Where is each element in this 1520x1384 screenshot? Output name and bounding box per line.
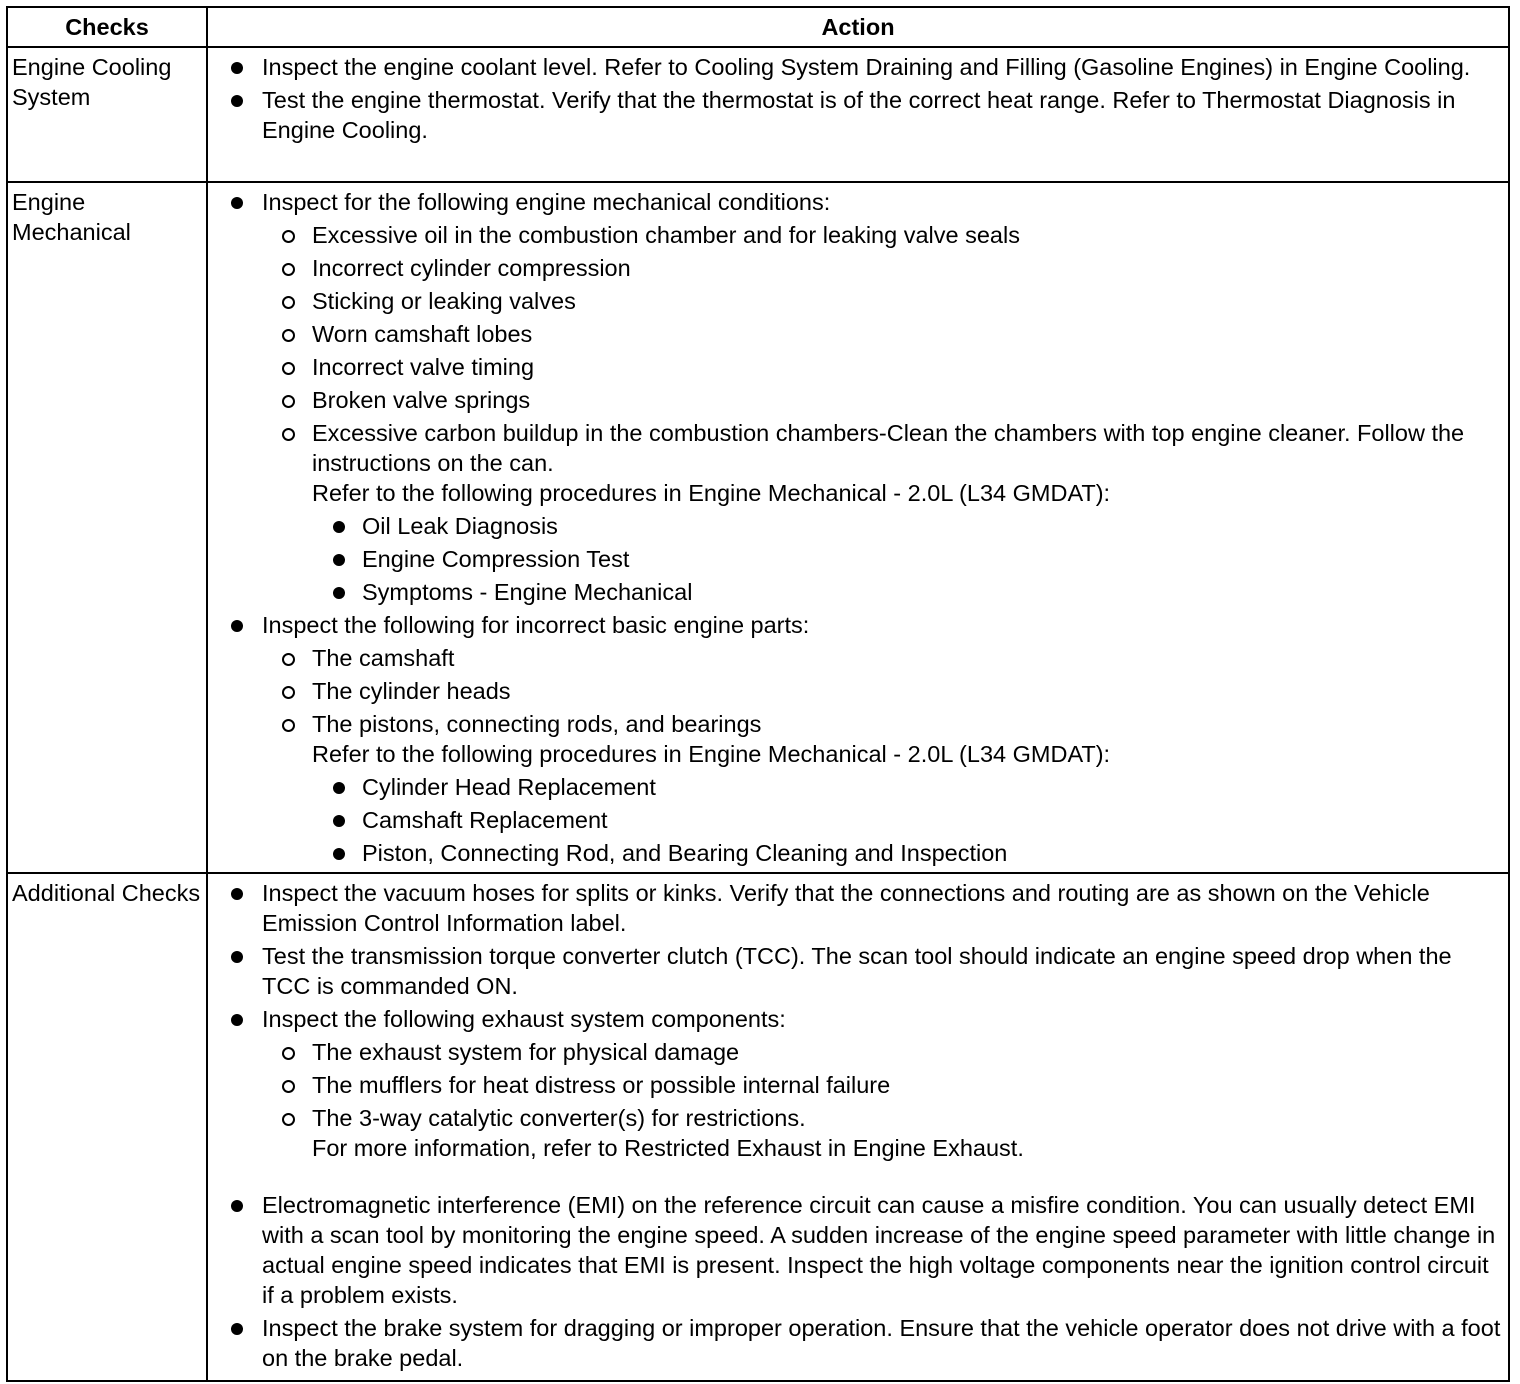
procedure-item — [208, 511, 1504, 541]
sub-list-item — [208, 418, 1504, 478]
list-item — [208, 187, 1504, 217]
list-item — [208, 610, 1504, 640]
item-text: Inspect the following for incorrect basic engine parts: — [262, 612, 810, 638]
item-text: The mufflers for heat distress or possible internal failure — [312, 1072, 891, 1098]
sub-list-item — [208, 709, 1504, 739]
column-header-checks: Checks — [7, 7, 207, 47]
circle-bullet-icon — [282, 1113, 295, 1126]
sub-list-item — [208, 352, 1504, 382]
bullet-icon — [333, 554, 345, 566]
circle-bullet-icon — [282, 653, 295, 666]
procedure-item — [208, 838, 1504, 868]
item-text: Inspect the following exhaust system components: — [262, 1006, 786, 1032]
table-row-engine-mechanical — [7, 182, 1509, 873]
spacer — [208, 1166, 1504, 1190]
list-item — [208, 85, 1504, 145]
procedure-link[interactable]: Piston, Connecting Rod, and Bearing Cleaning and Inspection — [362, 840, 1008, 866]
action-cell — [207, 47, 1509, 182]
item-text: Excessive oil in the combustion chamber and for leaking valve seals — [312, 222, 1020, 248]
circle-bullet-icon — [282, 362, 295, 375]
action-cell — [207, 182, 1509, 873]
column-header-action: Action — [207, 7, 1509, 47]
item-text: The camshaft — [312, 645, 455, 671]
item-text: Test the transmission torque converter clutch (TCC). The scan tool should indicate an engine speed drop when the TCC is commanded ON. — [262, 943, 1452, 999]
circle-bullet-icon — [282, 296, 295, 309]
bullet-icon — [231, 951, 243, 963]
item-text: Worn camshaft lobes — [312, 321, 533, 347]
sub-list-item — [208, 676, 1504, 706]
procedure-item — [208, 544, 1504, 574]
diagnostic-document — [6, 6, 1510, 1382]
bullet-icon — [231, 888, 243, 900]
item-text: Inspect for the following engine mechanical conditions: — [262, 189, 831, 215]
procedure-link[interactable]: Cylinder Head Replacement — [362, 774, 656, 800]
sub-list-item — [208, 1103, 1504, 1133]
action-cell — [207, 873, 1509, 1381]
bullet-icon — [333, 521, 345, 533]
circle-bullet-icon — [282, 263, 295, 276]
circle-bullet-icon — [282, 329, 295, 342]
item-text: Broken valve springs — [312, 387, 531, 413]
item-text: The exhaust system for physical damage — [312, 1039, 740, 1065]
checks-action-table — [6, 6, 1510, 1382]
bullet-icon — [231, 1014, 243, 1026]
procedure-note: Refer to the following procedures in Engine Mechanical - 2.0L (L34 GMDAT): — [312, 741, 1111, 767]
item-text: The 3-way catalytic converter(s) for restrictions. — [312, 1105, 806, 1131]
bullet-icon — [231, 620, 243, 632]
sub-list-item — [208, 1070, 1504, 1100]
table-header-row — [7, 7, 1509, 47]
bullet-icon — [333, 782, 345, 794]
procedure-link[interactable]: Symptoms - Engine Mechanical — [362, 579, 693, 605]
check-label: Engine Mechanical — [7, 182, 207, 873]
list-item — [208, 1004, 1504, 1034]
item-text: The cylinder heads — [312, 678, 511, 704]
procedure-item — [208, 772, 1504, 802]
item-text: Incorrect cylinder compression — [312, 255, 631, 281]
bullet-icon — [231, 1200, 243, 1212]
item-text: The pistons, connecting rods, and bearings — [312, 711, 762, 737]
procedure-link[interactable]: Engine Compression Test — [362, 546, 630, 572]
bullet-icon — [231, 95, 243, 107]
sub-list-item — [208, 385, 1504, 415]
check-label: Additional Checks — [7, 873, 207, 1381]
circle-bullet-icon — [282, 1047, 295, 1060]
procedure-link[interactable]: Camshaft Replacement — [362, 807, 608, 833]
circle-bullet-icon — [282, 719, 295, 732]
item-text: Inspect the engine coolant level. Refer to Cooling System Draining and Filling (Gasoline Engines) in Engine Cooling. — [262, 54, 1471, 80]
list-item — [208, 1190, 1504, 1310]
list-item — [208, 878, 1504, 938]
circle-bullet-icon — [282, 428, 295, 441]
item-text: Incorrect valve timing — [312, 354, 535, 380]
sub-list-item — [208, 286, 1504, 316]
sub-list-item — [208, 220, 1504, 250]
item-text: Inspect the vacuum hoses for splits or kinks. Verify that the connections and routing are as shown on the Vehicle Emission Control Information label. — [262, 880, 1430, 936]
bullet-icon — [231, 62, 243, 74]
sub-list-item — [208, 253, 1504, 283]
sub-list-item — [208, 319, 1504, 349]
item-text: Inspect the brake system for dragging or improper operation. Ensure that the vehicle operator does not drive with a foot on the brake pedal. — [262, 1315, 1501, 1371]
bullet-icon — [231, 1323, 243, 1335]
bullet-icon — [333, 815, 345, 827]
item-text: Electromagnetic interference (EMI) on the reference circuit can cause a misfire condition. You can usually detect EMI with a scan tool by monitoring the engine speed. A sudden increase of the engine speed parameter with little change in actual engine speed indicates that EMI is present. Inspect the high voltage components near the ignition control circuit if a problem exists. — [262, 1192, 1496, 1308]
exhaust-note: For more information, refer to Restricted Exhaust in Engine Exhaust. — [312, 1135, 1024, 1161]
procedure-note: Refer to the following procedures in Engine Mechanical - 2.0L (L34 GMDAT): — [312, 480, 1111, 506]
sub-list-item — [208, 643, 1504, 673]
circle-bullet-icon — [282, 395, 295, 408]
bullet-icon — [333, 848, 345, 860]
procedure-item — [208, 805, 1504, 835]
sub-list-item — [208, 1037, 1504, 1067]
circle-bullet-icon — [282, 230, 295, 243]
table-row-additional-checks — [7, 873, 1509, 1381]
bullet-icon — [231, 197, 243, 209]
item-text: Sticking or leaking valves — [312, 288, 576, 314]
list-item — [208, 941, 1504, 1001]
table-row-engine-cooling — [7, 47, 1509, 182]
procedure-link[interactable]: Oil Leak Diagnosis — [362, 513, 558, 539]
item-text: Test the engine thermostat. Verify that the thermostat is of the correct heat range. Refer to Thermostat Diagnosis in Engine Cooling. — [262, 87, 1456, 143]
circle-bullet-icon — [282, 686, 295, 699]
list-item — [208, 1313, 1504, 1373]
procedure-item — [208, 577, 1504, 607]
list-item — [208, 52, 1504, 82]
bullet-icon — [333, 587, 345, 599]
item-text: Excessive carbon buildup in the combustion chambers-Clean the chambers with top engine cleaner. Follow the instructions on the can. — [312, 420, 1465, 476]
circle-bullet-icon — [282, 1080, 295, 1093]
check-label: Engine Cooling System — [7, 47, 207, 182]
